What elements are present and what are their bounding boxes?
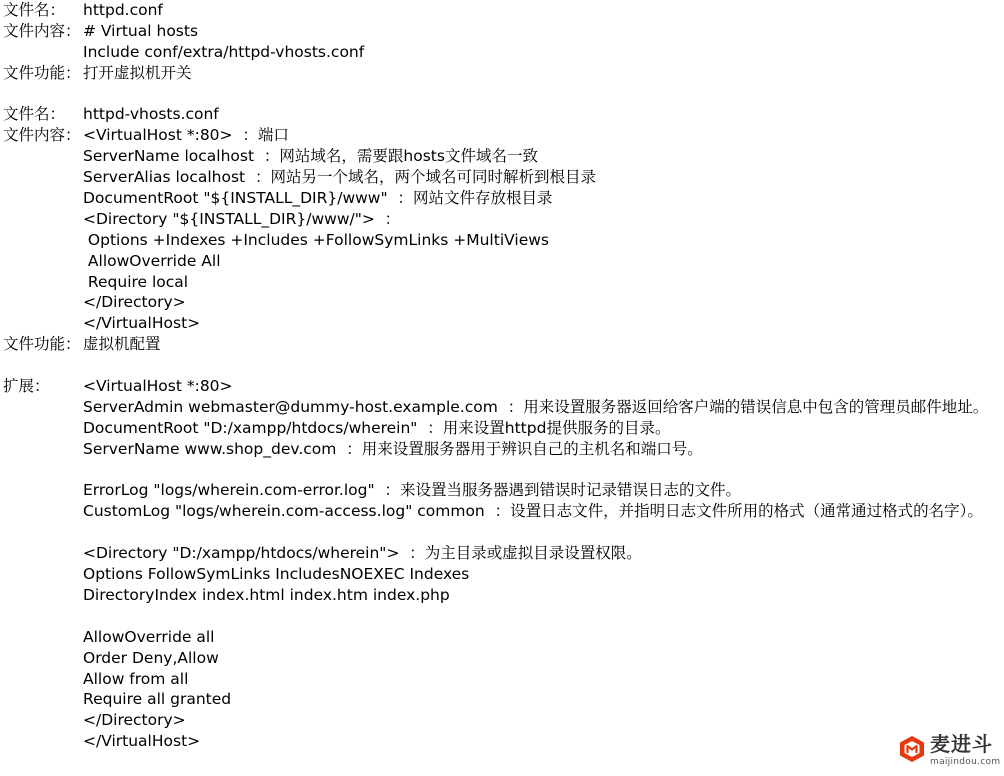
spacer: [3, 84, 1003, 105]
s3-line: [83, 460, 1003, 481]
document-body: [3, 0, 1003, 752]
s2-content-row: [3, 188, 1003, 209]
s1-content-line: Include conf/extra/httpd-vhosts.conf: [83, 42, 365, 61]
s2-filename-row: [3, 104, 1003, 125]
s2-function: 虚拟机配置: [83, 335, 161, 354]
s2-function-row: [3, 334, 1003, 355]
s3-line: [83, 522, 1003, 543]
s3-line: </VirtualHost>: [83, 732, 201, 751]
s3-row: [3, 648, 1003, 669]
s3-row: [3, 731, 1003, 752]
s3-row: [3, 585, 1003, 606]
s3-line: <Directory "D:/xampp/htdocs/wherein"> ：为主目录或虚拟目录设置权限。: [83, 544, 642, 563]
s2-content-line: AllowOverride All: [83, 251, 221, 270]
s3-line: Order Deny,Allow: [83, 648, 219, 667]
s1-content-row: [3, 42, 1003, 63]
s3-row: [3, 397, 1003, 418]
s3-row: [3, 606, 1003, 627]
s2-content-line: <VirtualHost *:80> ：端口: [83, 126, 289, 145]
s3-row: [3, 522, 1003, 543]
s3-line: Allow from all: [83, 669, 189, 688]
s3-line: DocumentRoot "D:/xampp/htdocs/wherein" ：用来设置httpd提供服务的目录。: [83, 418, 671, 437]
s3-line: Require all granted: [83, 690, 232, 709]
s1-function-label: 文件功能：: [3, 63, 81, 82]
s3-line: Options FollowSymLinks IncludesNOEXEC Indexes: [83, 565, 470, 584]
s2-content-row: [3, 167, 1003, 188]
s2-content-row: [3, 230, 1003, 251]
spacer: [3, 355, 1003, 376]
s2-content-row: [3, 146, 1003, 167]
s2-content-line: DocumentRoot "${INSTALL_DIR}/www" ：网站文件存放根目录: [83, 189, 553, 208]
s3-line: CustomLog "logs/wherein.com-access.log" common ：设置日志文件，并指明日志文件所用的格式（通常通过格式的名字）。: [83, 502, 983, 521]
s3-row: [3, 460, 1003, 481]
brand-logo-icon: [898, 735, 926, 763]
s1-filename-label: 文件名：: [3, 1, 66, 19]
s3-line: ServerName www.shop_dev.com ：用来设置服务器用于辨识自己的主机名和端口号。: [83, 439, 703, 458]
s2-content-label: 文件内容：: [3, 126, 81, 145]
s1-content-row: [3, 21, 1003, 42]
s1-function: 打开虚拟机开关: [83, 63, 192, 82]
s2-content-row: [3, 251, 1003, 272]
s3-row: [3, 376, 1003, 397]
s3-line: AllowOverride all: [83, 627, 215, 646]
s3-row: [3, 627, 1003, 648]
watermark-logo: [898, 732, 1001, 772]
s3-line: ErrorLog "logs/wherein.com-error.log" ：来设置当服务器遇到错误时记录错误日志的文件。: [83, 481, 741, 500]
s2-content-row: [3, 125, 1003, 146]
s1-content-label: 文件内容：: [3, 21, 81, 40]
s3-row: [3, 480, 1003, 501]
s2-content-line: </VirtualHost>: [83, 314, 201, 333]
s3-row: [3, 564, 1003, 585]
s2-content-row: [3, 209, 1003, 230]
s2-filename: httpd-vhosts.conf: [83, 105, 219, 124]
s1-function-row: [3, 63, 1003, 84]
watermark-brand: 麦进斗: [930, 732, 993, 756]
s3-row: [3, 501, 1003, 522]
s1-filename: httpd.conf: [83, 1, 163, 19]
s2-content-line: ServerAlias localhost ：网站另一个域名，两个域名可同时解析到根目录: [83, 168, 596, 187]
s1-filename-row: [3, 0, 1003, 21]
s2-content-row: [3, 292, 1003, 313]
s2-content-line: <Directory "${INSTALL_DIR}/www/"> ：: [83, 209, 401, 228]
s3-line: ServerAdmin webmaster@dummy-host.example.com ：用来设置服务器返回给客户端的错误信息中包含的管理员邮件地址。: [83, 397, 989, 416]
s1-content-line: # Virtual hosts: [83, 21, 199, 40]
s3-label: 扩展：: [3, 377, 50, 396]
s3-row: [3, 439, 1003, 460]
s2-content-line: ServerName localhost ：网站域名，需要跟hosts文件域名一致: [83, 147, 538, 166]
s3-line: </Directory>: [83, 711, 186, 730]
s3-row: [3, 710, 1003, 731]
s3-line: DirectoryIndex index.html index.htm index.php: [83, 585, 450, 604]
s2-content-line: Require local: [83, 272, 189, 291]
s2-content-line: Options +Indexes +Includes +FollowSymLinks +MultiViews: [83, 230, 549, 249]
s2-content-row: [3, 313, 1003, 334]
s2-filename-label: 文件名：: [3, 105, 66, 124]
s3-row: [3, 669, 1003, 690]
watermark-url: maijindou.com: [930, 757, 1001, 767]
s3-line: [83, 606, 1003, 627]
s2-content-row: [3, 272, 1003, 293]
s2-content-line: </Directory>: [83, 293, 186, 312]
s3-row: [3, 689, 1003, 710]
s2-function-label: 文件功能：: [3, 335, 81, 354]
s3-row: [3, 543, 1003, 564]
s3-line: <VirtualHost *:80>: [83, 377, 233, 396]
s3-row: [3, 418, 1003, 439]
